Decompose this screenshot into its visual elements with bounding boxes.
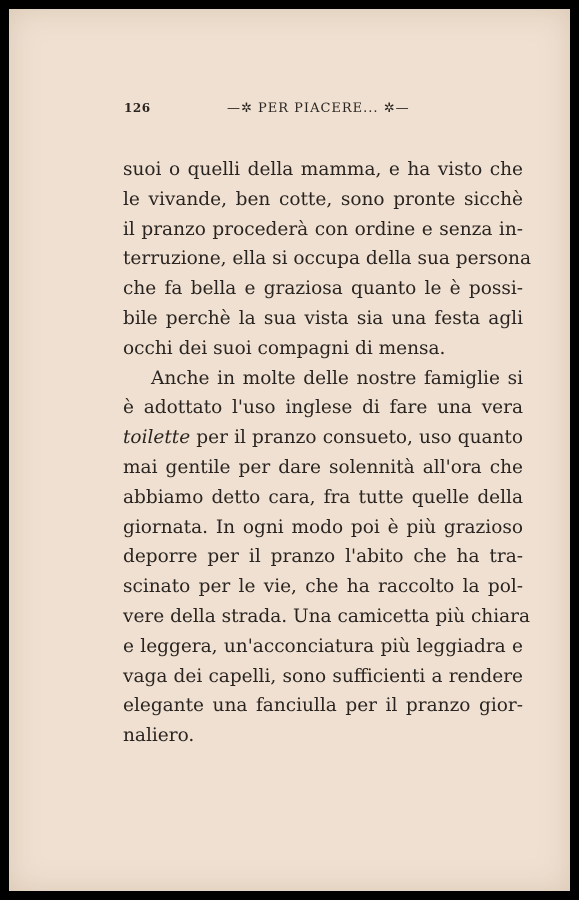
text-line: suoi o quelli della mamma, e ha visto che [123, 159, 523, 180]
text-line: bile perchè la sua vista sia una festa agli [123, 307, 523, 329]
book-page [9, 9, 570, 891]
text-fragment: per il pranzo consueto, uso quanto [190, 427, 523, 449]
running-head: —✲ PER PIACERE... ✲— [227, 101, 410, 116]
page-header [9, 101, 570, 121]
text-line: il pranzo procederà con ordine e senza in- [123, 218, 523, 240]
body-text [123, 155, 531, 751]
text-line: e leggera, un'acconciatura più leggiadra e [123, 635, 523, 657]
text-line: le vivande, ben cotte, sono pronte sicchè [123, 188, 523, 210]
text-line: Anche in molte delle nostre famiglie si [151, 367, 523, 389]
text-line: che fa bella e graziosa quanto le è possi- [123, 278, 523, 300]
text-line: terruzione, ella si occupa della sua persona [123, 248, 531, 270]
text-line: elegante una fanciulla per il pranzo gior- [123, 695, 523, 717]
text-line: è adottato l'uso inglese di fare una vera [123, 397, 523, 419]
text-line: mai gentile per dare solennità all'ora che [123, 456, 523, 478]
text-line: abbiamo detto cara, fra tutte quelle della [123, 486, 523, 508]
text-line: naliero. [123, 725, 195, 747]
text-line [123, 423, 523, 453]
page-number: 126 [124, 101, 151, 115]
italic-word: toilette [123, 427, 191, 449]
text-line: deporre per il pranzo l'abito che ha tra- [123, 546, 523, 568]
text-line: vere della strada. Una camicetta più chiara [123, 605, 531, 627]
text-line: giornata. In ogni modo poi è più grazioso [123, 516, 523, 538]
text-line: vaga dei capelli, sono sufficienti a rendere [123, 665, 523, 687]
text-line: occhi dei suoi compagni di mensa. [123, 337, 446, 359]
text-line: scinato per le vie, che ha raccolto la pol- [123, 576, 523, 598]
